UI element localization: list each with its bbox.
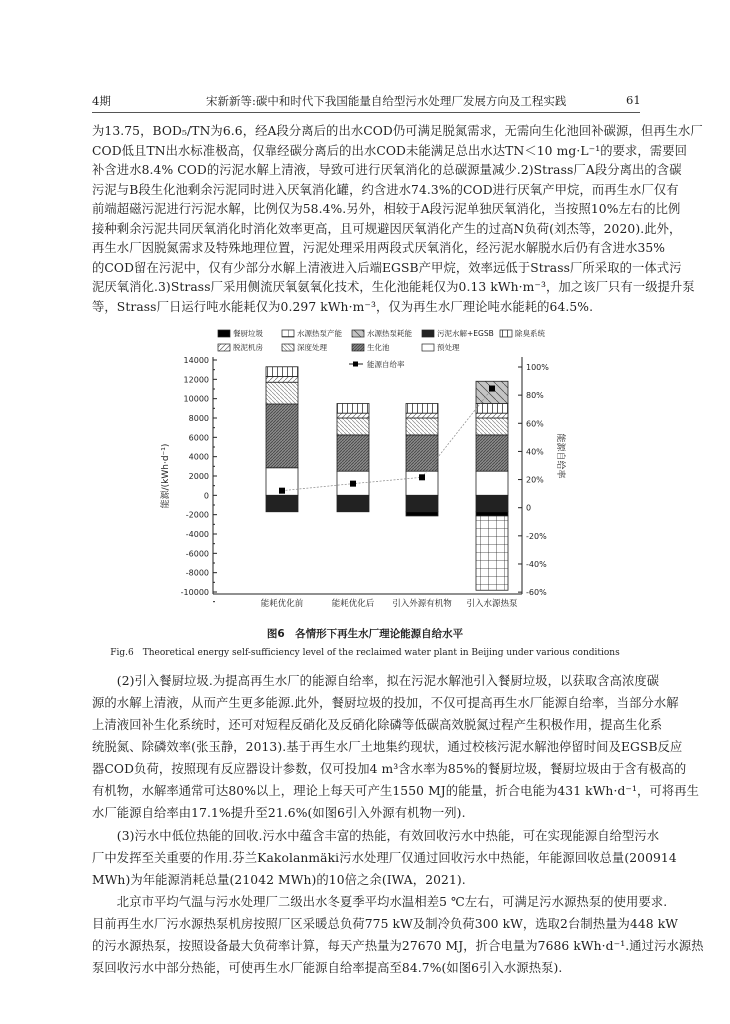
bar-segment bbox=[337, 413, 369, 418]
self-sufficiency-line bbox=[282, 389, 492, 491]
paragraph-1-line: 补含进水8.4% COD的污泥水解上清液，导致可进行厌氧消化的总碳源量减少.2)Strass厂A段分离出的含碳 bbox=[92, 163, 682, 177]
legend-swatch bbox=[352, 330, 364, 337]
bar-segment bbox=[266, 376, 298, 382]
legend-swatch bbox=[282, 330, 294, 337]
bar-segment bbox=[476, 495, 508, 511]
self-sufficiency-point bbox=[350, 481, 356, 487]
bar-segment bbox=[337, 418, 369, 435]
legend-label: 水源热泵耗能 bbox=[367, 329, 412, 338]
y2-axis-label: 能源自给率 bbox=[555, 433, 565, 479]
legend-marker bbox=[353, 362, 358, 367]
paragraph-1-line: COD低且TN出水标准极高，仅靠经碳分离后的出水COD未能满足总出水达TN＜10 mg·L⁻¹的要求，需要回 bbox=[92, 143, 687, 158]
header-issue: 4期 bbox=[92, 94, 111, 108]
paragraph-1-line: 接种剩余污泥共同厌氧消化时消化效率更高，且可规避因厌氧消化产生的过高N负荷(刘杰等，2020).此外， bbox=[92, 221, 682, 236]
y-tick-label: -8000 bbox=[185, 568, 209, 578]
bar-segment bbox=[406, 418, 438, 435]
bar-segment bbox=[476, 516, 508, 590]
x-tick-label: 引入外源有机物 bbox=[392, 599, 452, 609]
bar-segment bbox=[476, 512, 508, 516]
paragraph-1-line: 的COD留在污泥中，仅有少部分水解上清液进入后端EGSB产甲烷，效率远低于Strass厂所采取的一体式污 bbox=[92, 260, 682, 275]
paragraph-2-line: 水厂能源自给率由17.1%提升至21.6%(如图6引入外源有机物一列). bbox=[92, 806, 466, 820]
paragraph-3-line: 厂中发挥至关重要的作用.芬兰Kakolanmäki污水处理厂仅通过回收污水中热能，年能源回收总量(200914 bbox=[92, 851, 677, 865]
legend-label: 预处理 bbox=[437, 343, 460, 352]
bar-segment bbox=[337, 495, 369, 511]
y2-tick-label: 60% bbox=[526, 419, 544, 429]
x-tick-label: 能耗优化前 bbox=[260, 599, 304, 609]
paragraph-2-line: 器COD负荷，按照现有反应器设计参数，仅可投加4 m³含水率为85%的餐厨垃圾，餐厨垃圾由于含有极高的 bbox=[92, 762, 687, 776]
legend-swatch bbox=[352, 344, 364, 351]
bar-segment bbox=[476, 435, 508, 471]
paragraph-3-line: MWh)为年能源消耗总量(21042 MWh)的10倍之余(IWA，2021). bbox=[92, 873, 466, 887]
bar-segment bbox=[337, 435, 369, 471]
bar-segment bbox=[406, 512, 438, 516]
paragraph-4-line: 泵回收污水中部分热能，可使再生水厂能源自给率提高至84.7%(如图6引入水源热泵). bbox=[92, 961, 563, 975]
x-tick-label: 能耗优化后 bbox=[331, 599, 375, 609]
bar-segment bbox=[406, 404, 438, 414]
y-tick-label: 2000 bbox=[188, 472, 209, 481]
bar-segment bbox=[266, 382, 298, 404]
self-sufficiency-point bbox=[419, 474, 425, 480]
paragraph-4-line: 北京市平均气温与污水处理厂二级出水冬夏季平均水温相差5 ℃左右，可满足污水源热泵的使用要求. bbox=[92, 895, 668, 909]
paragraph-2-line: 上清液回补生化系统时，还可对短程反硝化及反硝化除磷等低碳高效脱氮过程产生积极作用，提高生化系 bbox=[92, 718, 663, 732]
paragraph-3-line: (3)污水中低位热能的回收.污水中蕴含丰富的热能，有效回收污水中热能，可在实现能源自给型污水 bbox=[92, 829, 660, 843]
bar-segment bbox=[266, 404, 298, 468]
y2-tick-label: -40% bbox=[526, 559, 547, 569]
y2-tick-label: 80% bbox=[526, 391, 544, 401]
bar-segment bbox=[337, 404, 369, 414]
self-sufficiency-point bbox=[489, 386, 495, 392]
y2-tick-label: -20% bbox=[526, 531, 547, 541]
bar-segment bbox=[476, 381, 508, 403]
legend-label: 水源热泵产能 bbox=[297, 329, 342, 338]
legend-label: 能源自给率 bbox=[367, 360, 405, 369]
bar-segment bbox=[476, 471, 508, 495]
y-tick-label: -10000 bbox=[180, 588, 209, 597]
y-axis-label: 能源/(kWh·d⁻¹) bbox=[161, 443, 171, 509]
running-title: 宋新新等:碳中和时代下我国能量自给型污水处理厂发展方向及工程实践 bbox=[206, 94, 567, 108]
bar-segment bbox=[476, 413, 508, 418]
paragraph-1-line: 为13.75，BOD₅/TN为6.6，经A段分离后的出水COD仍可满足脱氮需求，无需向生化池回补碳源，但再生水厂 bbox=[92, 124, 703, 138]
legend-label: 生化池 bbox=[367, 343, 390, 352]
paragraph-1-line: 再生水厂因脱氮需求及特殊地理位置，污泥处理采用两段式厌氧消化，经污泥水解脱水后仍有含进水35% bbox=[92, 241, 666, 255]
paragraph-2-line: 源的水解上清液，从而产生更多能源.此外，餐厨垃圾的投加，不仅可提高再生水厂能源自给率，当部分水解 bbox=[92, 696, 679, 710]
y-tick-label: 6000 bbox=[188, 433, 209, 443]
legend-swatch bbox=[218, 330, 230, 337]
bar-segment bbox=[406, 435, 438, 471]
page-number: 61 bbox=[626, 93, 641, 107]
y2-tick-label: -60% bbox=[526, 588, 547, 598]
paragraph-2-line: (2)引入餐厨垃圾.为提高再生水厂的能源自给率，拟在污泥水解池引入餐厨垃圾，以获取含高浓度碳 bbox=[92, 674, 660, 688]
y-tick-label: 8000 bbox=[188, 414, 209, 423]
y-tick-label: 4000 bbox=[188, 452, 209, 462]
y-tick-label: -6000 bbox=[185, 549, 209, 559]
paragraph-1-line: 前端超磁污泥进行污泥水解，比例仅为58.4%.另外，相较于A段污泥单独厌氧消化，当按照10%左右的比例 bbox=[92, 202, 681, 216]
y-tick-label: 10000 bbox=[183, 394, 209, 404]
paragraph-2-line: 有机物，水解率通常可达80%以上，理论上每天可产生1550 MJ的能量，折合电能为431 kWh·d⁻¹，可将再生 bbox=[92, 784, 700, 798]
y-tick-label: 14000 bbox=[183, 356, 209, 365]
y2-tick-label: 0 bbox=[526, 503, 532, 513]
bar-segment bbox=[476, 404, 508, 414]
x-tick-label: 引入水源热泵 bbox=[466, 599, 518, 609]
y-tick-label: 0 bbox=[203, 491, 209, 501]
bar-segment bbox=[476, 418, 508, 435]
paragraph-4-line: 目前再生水厂污水源热泵机房按照厂区采暖总负荷775 kW及制冷负荷300 kW，选取2台制热量为448 kW bbox=[92, 917, 679, 931]
bar-segment bbox=[266, 367, 298, 377]
y2-tick-label: 100% bbox=[526, 363, 549, 372]
legend-label: 深度处理 bbox=[297, 343, 327, 352]
legend-swatch bbox=[422, 344, 434, 351]
legend-label: 除臭系统 bbox=[515, 329, 545, 338]
legend-label: 污泥水解+EGSB bbox=[437, 329, 494, 338]
y2-tick-label: 20% bbox=[526, 475, 544, 485]
bar-segment bbox=[406, 495, 438, 511]
y2-tick-label: 40% bbox=[526, 447, 544, 457]
legend-swatch bbox=[422, 330, 434, 337]
paragraph-2-line: 统脱氮、除磷效率(张玉静，2013).基于再生水厂土地集约现状，通过校核污泥水解池停留时间及EGSB反应 bbox=[92, 740, 683, 754]
legend-swatch bbox=[500, 330, 512, 337]
paragraph-1-line: 等，Strass厂日运行吨水能耗仅为0.297 kWh·m⁻³，仅为再生水厂理论吨水能耗的64.5%. bbox=[92, 299, 594, 314]
paragraph-1-line: 污泥与B段生化池剩余污泥同时进入厌氧消化罐，约含进水74.3%的COD进行厌氧产甲烷，而再生水厂仅有 bbox=[92, 182, 679, 197]
paragraph-1-line: 泥厌氧消化.3)Strass厂采用侧流厌氧氨氧化技术，生化池能耗仅为0.13 kWh·m⁻³，加之该厂只有一级提升泵 bbox=[92, 280, 695, 294]
y-tick-label: -2000 bbox=[185, 510, 209, 520]
bar-segment bbox=[266, 495, 298, 511]
figure-caption-en: Fig.6 Theoretical energy self-sufficiency level of the reclaimed water plant in Beijing under various conditions bbox=[110, 648, 620, 658]
self-sufficiency-point bbox=[279, 488, 285, 494]
legend-label: 餐厨垃圾 bbox=[233, 329, 263, 338]
y-tick-label: -4000 bbox=[185, 530, 209, 539]
legend-label: 脱泥机房 bbox=[233, 343, 263, 352]
legend-swatch bbox=[282, 344, 294, 351]
y-tick-label: 12000 bbox=[183, 375, 209, 385]
paragraph-4-line: 的污水源热泵，按照设备最大负荷率计算，每天产热量为27670 MJ，折合电量为7686 kWh·d⁻¹.通过污水源热 bbox=[92, 939, 704, 953]
bar-segment bbox=[406, 413, 438, 418]
figure-caption-cn: 图6 各情形下再生水厂理论能源自给水平 bbox=[266, 628, 464, 640]
legend-swatch bbox=[218, 344, 230, 351]
